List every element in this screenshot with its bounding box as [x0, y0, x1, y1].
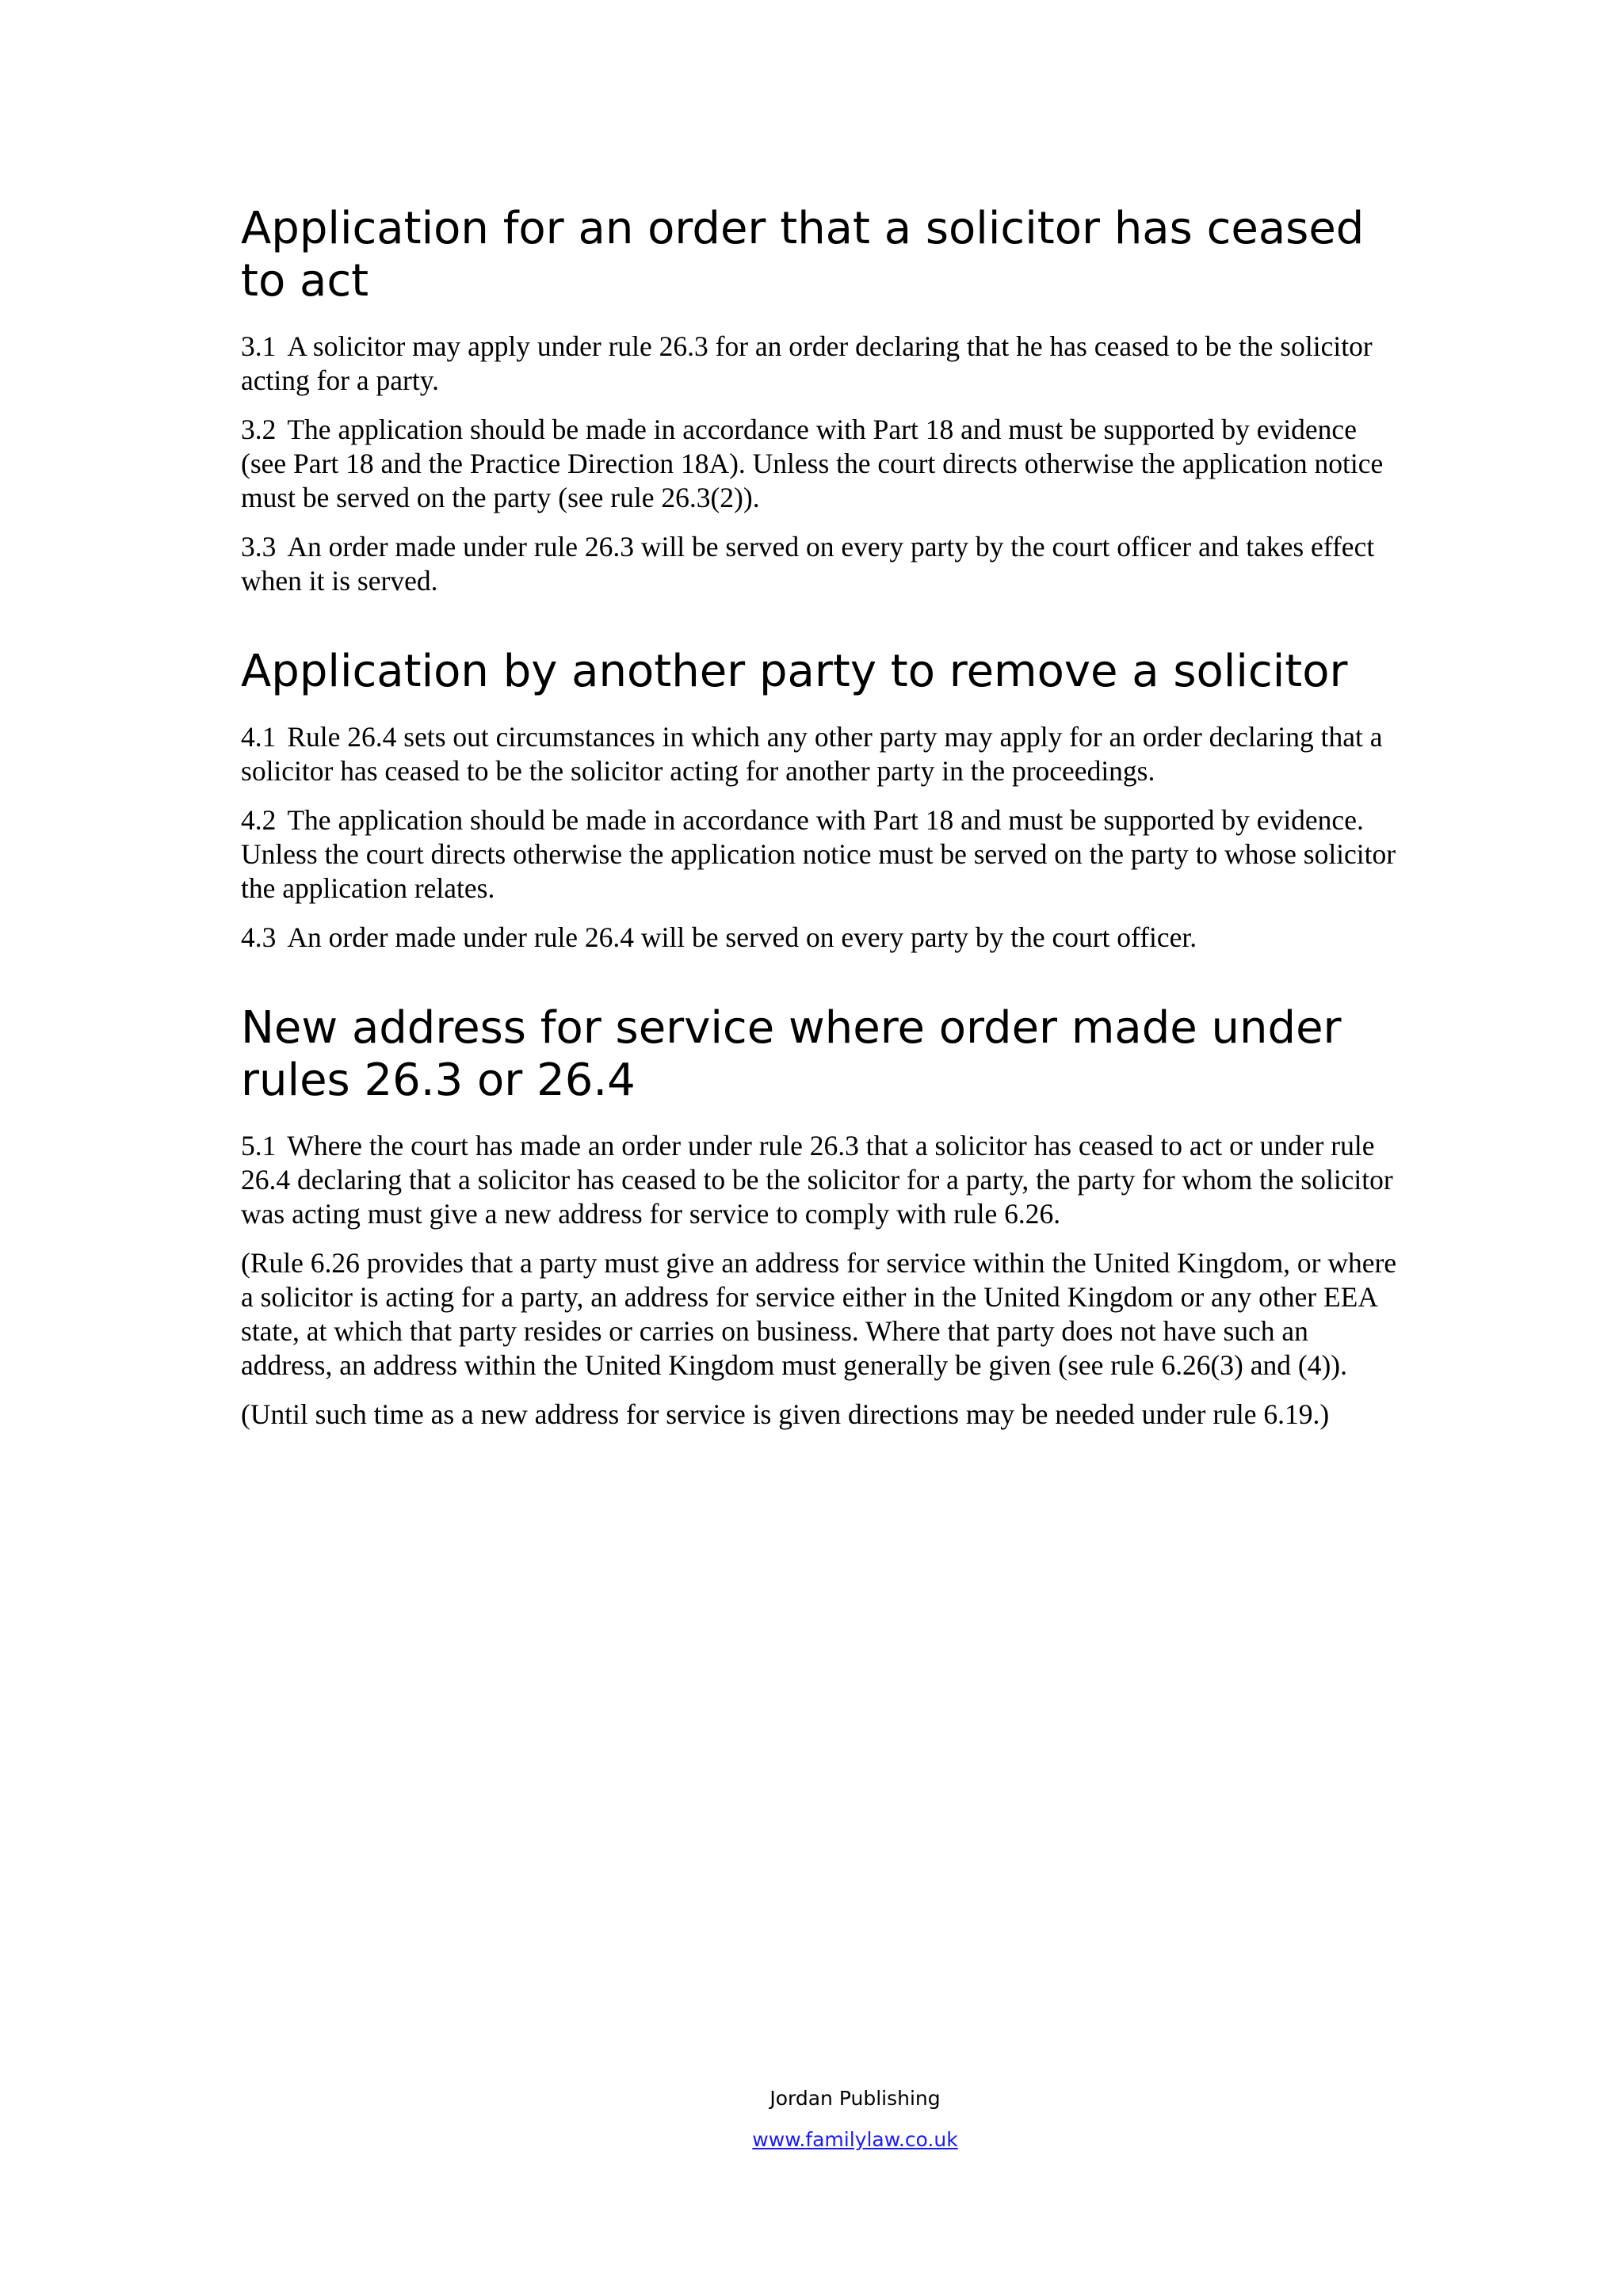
document-body: [241, 203, 1398, 1447]
paragraph-text: The application should be made in accordance with Part 18 and must be supported by evidence. Unless the court directs otherwise the application notice must be served on the party to whose solicitor the application relates.: [241, 804, 1396, 904]
heading-line-1: New address for service where order made under: [241, 1002, 1342, 1054]
paragraph-number: 3.1: [241, 330, 277, 362]
paragraph-number: 4.3: [241, 921, 277, 953]
paragraph-number: 3.3: [241, 531, 277, 563]
paragraph-text: Rule 26.4 sets out circumstances in which any other party may apply for an order declaring that a solicitor has ceased to be the solicitor acting for another party in the proceedings.: [241, 721, 1383, 787]
paragraph-3-1: [241, 330, 1398, 398]
paragraph-text: A solicitor may apply under rule 26.3 for an order declaring that he has ceased to be the solicitor acting for a party.: [241, 330, 1373, 396]
heading-new-address: [241, 1002, 1398, 1107]
paragraph-number: 5.1: [241, 1130, 277, 1161]
paragraph-4-3: [241, 921, 1398, 955]
heading-remove-solicitor: Application by another party to remove a solicitor: [241, 646, 1348, 697]
paragraph-4-1: [241, 720, 1398, 788]
paragraph-text: An order made under rule 26.3 will be served on every party by the court officer and takes effect when it is served.: [241, 531, 1375, 597]
paragraph-3-2: [241, 413, 1398, 515]
paragraph-5-1: [241, 1129, 1398, 1231]
note-rule-6-26: (Rule 6.26 provides that a party must give an address for service within the United Kingdom, or where a solicitor is acting for a party, an address for service either in the United Kingdom or any other EEA state, at which that party resides or carries on business. Where that party does not have such an address, an address within the United Kingdom must generally be given (see rule 6.26(3) and (4)).: [241, 1247, 1397, 1381]
heading-line-2: rules 26.3 or 26.4: [241, 1055, 636, 1106]
paragraph-number: 4.1: [241, 721, 277, 753]
footer-publisher: Jordan Publishing: [769, 2087, 941, 2110]
paragraph-4-2: [241, 803, 1398, 906]
paragraph-3-3: [241, 530, 1398, 598]
paragraph-text: The application should be made in accordance with Part 18 and must be supported by evidence (see Part 18 and the Practice Direction 18A). Unless the court directs otherwise the application notice must be served on the party (see rule 26.3(2)).: [241, 414, 1384, 513]
paragraph-text: Where the court has made an order under rule 26.3 that a solicitor has ceased to act or under rule 26.4 declaring that a solicitor has ceased to be the solicitor for a party, the party for whom the solicitor was acting must give a new address for service to comply with rule 6.26.: [241, 1130, 1393, 1230]
heading-cease-to-act: Application for an order that a solicitor has ceased to act: [241, 203, 1365, 307]
note-rule-6-19: (Until such time as a new address for service is given directions may be needed under rule 6.19.): [241, 1398, 1330, 1430]
paragraph-number: 4.2: [241, 804, 277, 836]
paragraph-number: 3.2: [241, 414, 277, 445]
paragraph-text: An order made under rule 26.4 will be served on every party by the court officer.: [287, 921, 1197, 953]
footer-website-link[interactable]: www.familylaw.co.uk: [752, 2128, 958, 2151]
